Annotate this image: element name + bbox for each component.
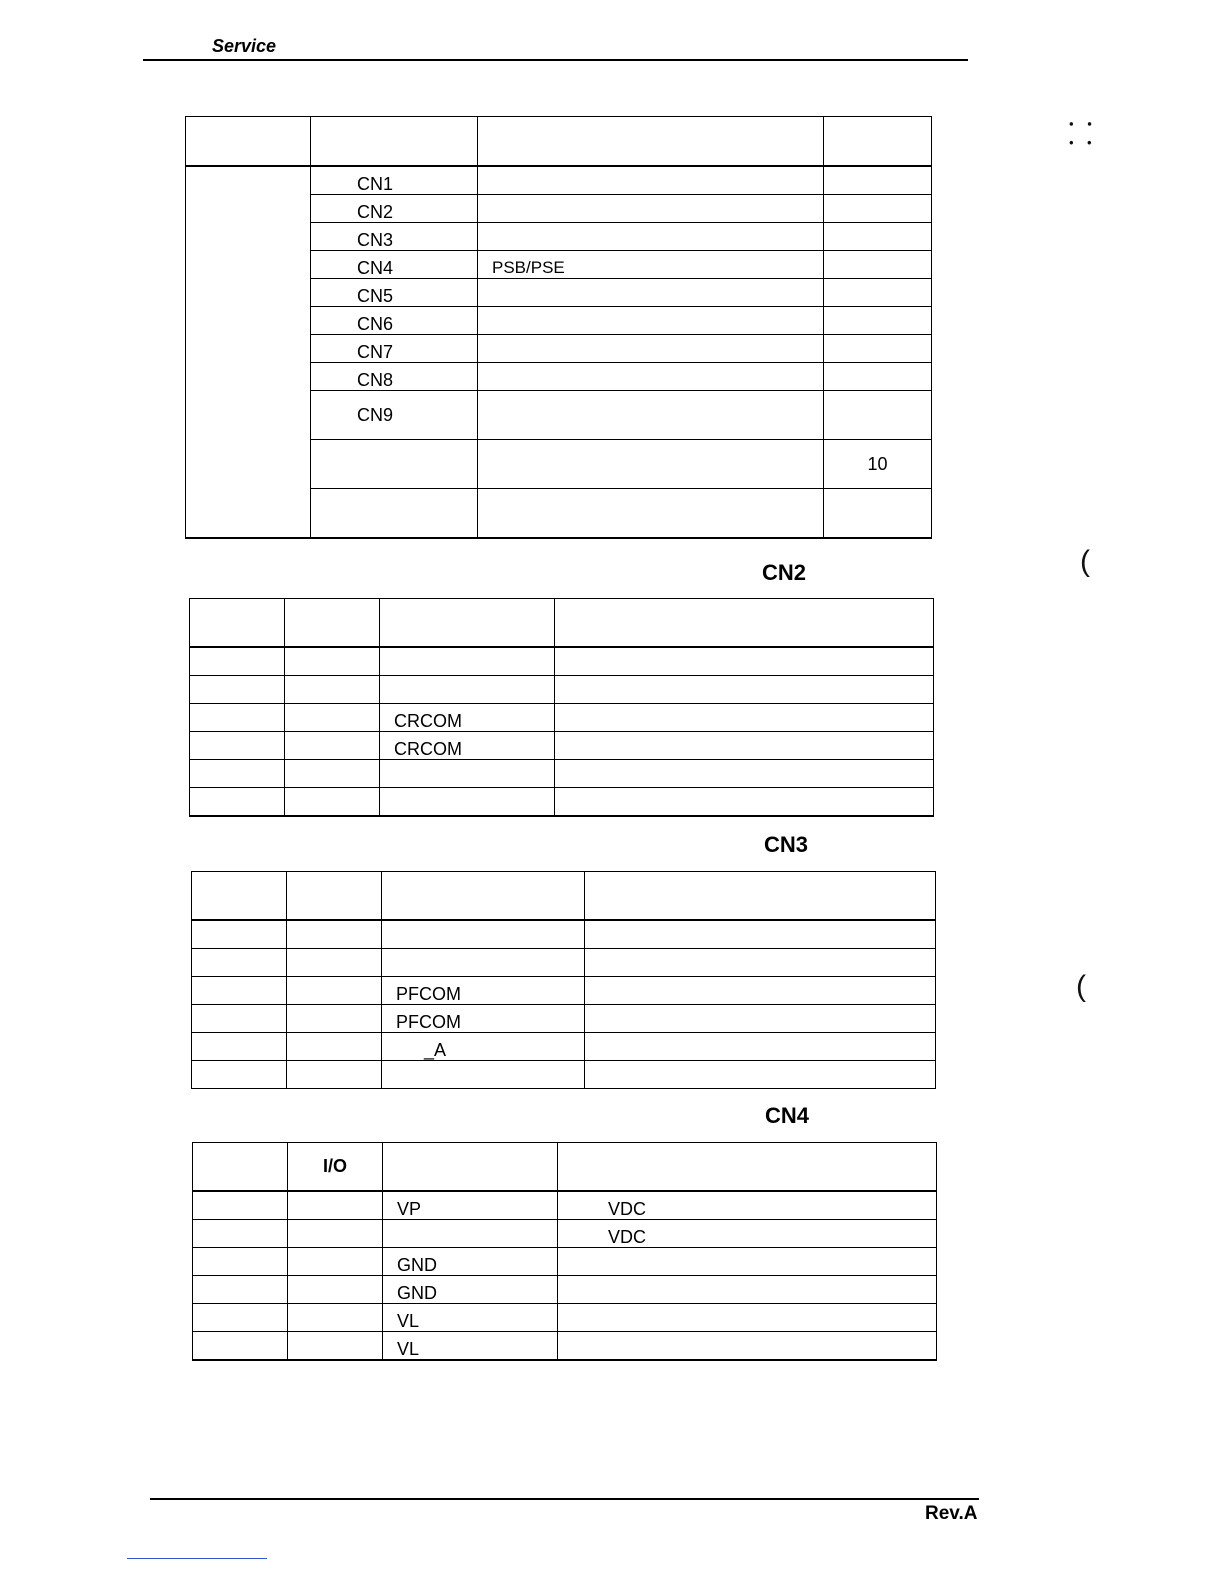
cn3-pin-table xyxy=(191,871,936,1089)
table-row: CN1 xyxy=(186,166,932,195)
table-header-row xyxy=(186,117,932,167)
table-row: VP VDC xyxy=(193,1191,937,1220)
table-row: CRCOM xyxy=(190,704,934,732)
table-row: GND xyxy=(193,1276,937,1304)
table-row: VL xyxy=(193,1304,937,1332)
table-row xyxy=(190,676,934,704)
table-row: CN7 xyxy=(186,335,932,363)
table-row: PFCOM xyxy=(192,977,936,1005)
cn4-caption: CN4 xyxy=(765,1103,810,1128)
cn2-caption: CN2 xyxy=(762,560,807,585)
cn4-pin-table xyxy=(192,1142,937,1361)
revision-label: Rev.A xyxy=(925,1503,978,1524)
table-header-row xyxy=(192,872,936,921)
table-row xyxy=(192,1061,936,1089)
table-row: CRCOM xyxy=(190,732,934,760)
table-row: CN8 xyxy=(186,363,932,391)
page-header-title: Service xyxy=(212,36,277,56)
table-row: PFCOM xyxy=(192,1005,936,1033)
table-row: VL xyxy=(193,1332,937,1361)
board-cell xyxy=(186,166,311,538)
table-row: VDC xyxy=(193,1220,937,1248)
punch-mark-icon: ( xyxy=(1080,545,1090,578)
cn3-caption: CN3 xyxy=(764,832,809,857)
header-rule xyxy=(143,59,968,61)
footer-rule xyxy=(150,1498,979,1500)
io-column-header: I/O xyxy=(288,1143,383,1192)
connector-summary-table xyxy=(185,116,932,539)
footer-link-underline xyxy=(127,1558,267,1559)
punch-mark-icon: ( xyxy=(1076,970,1086,1003)
table-row xyxy=(190,788,934,817)
table-row: CN2 xyxy=(186,195,932,223)
table-row xyxy=(190,760,934,788)
table-row: CN3 xyxy=(186,223,932,251)
cn2-pin-table xyxy=(189,598,934,817)
table-row xyxy=(192,920,936,949)
table-row: CN4 PSB/PSE xyxy=(186,251,932,279)
table-row: _A xyxy=(192,1033,936,1061)
table-header-row xyxy=(190,599,934,648)
table-row: GND xyxy=(193,1248,937,1276)
table-row: CN9 xyxy=(186,391,932,440)
table-row xyxy=(192,949,936,977)
table-header-row xyxy=(193,1143,937,1192)
table-row: CN6 xyxy=(186,307,932,335)
table-row xyxy=(190,647,934,676)
table-row: CN5 xyxy=(186,279,932,307)
table-row: 10 xyxy=(186,440,932,489)
punch-mark-icon: ⸬ xyxy=(1068,118,1093,151)
